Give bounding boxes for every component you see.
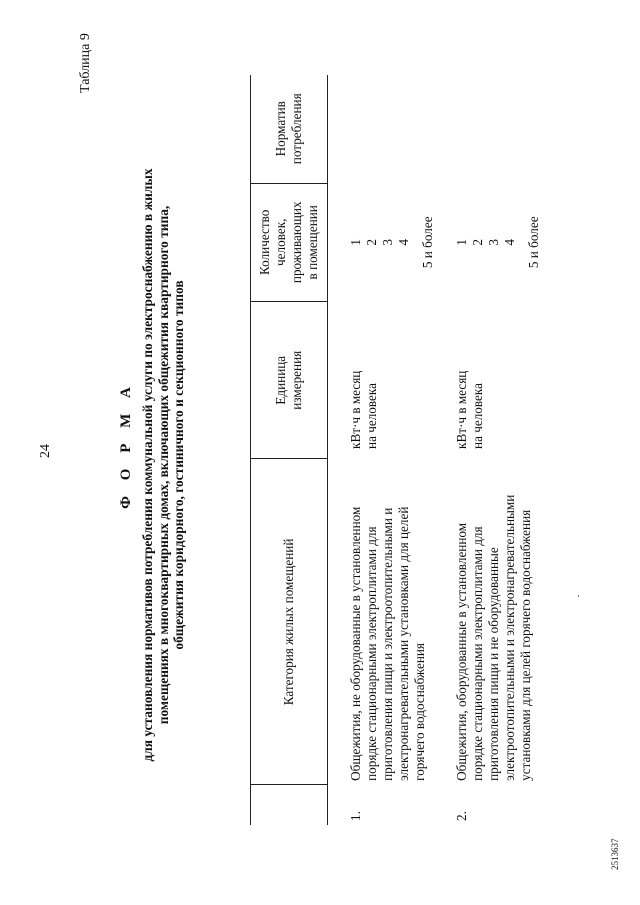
category-line: приготовления пищи и электроотопительными и — [380, 507, 395, 781]
row-category — [328, 459, 437, 785]
table-header-row — [251, 75, 328, 825]
count-value: 3 — [486, 238, 501, 246]
row-norm — [436, 75, 542, 183]
row-counts — [328, 183, 437, 302]
document-code: 2513637 — [610, 838, 620, 870]
category-line: горячего водоснабжения — [412, 643, 427, 781]
subtitle-line: для установления нормативов потребления коммунальной услуги по электроснабжению в жилых — [140, 168, 155, 762]
header-unit-line: измерения — [289, 350, 304, 410]
header-count-line: проживающих — [289, 201, 304, 284]
category-line: Общежития, не оборудованные в установленном — [348, 506, 363, 781]
scan-speck — [578, 595, 579, 597]
count-value: 4 — [502, 238, 517, 246]
category-line: электроотопительными и электронагревательными — [502, 494, 517, 781]
unit-line: кВт·ч в месяц — [348, 370, 363, 449]
row-counts — [436, 183, 542, 302]
header-count-line: Количество — [257, 209, 272, 275]
count-value: 5 и более — [526, 216, 541, 269]
count-value: 1 — [348, 238, 363, 246]
header-number — [251, 785, 328, 825]
subtitle-line: общежития коридорного, гостиничного и секционного типов — [171, 280, 186, 650]
count-value: 2 — [364, 238, 379, 246]
row-number: 2. — [454, 811, 469, 821]
count-value: 1 — [454, 238, 469, 246]
subtitle-line: помещениях в многоквартирных домах, включающих общежития квартирного типа, — [155, 205, 171, 725]
header-category: Категория жилых помещений — [251, 459, 328, 785]
table-label: Таблица 9 — [78, 33, 93, 93]
row-category — [436, 459, 542, 785]
category-line: порядке стационарными электроплитами для — [470, 526, 485, 781]
header-unit — [251, 302, 328, 459]
row-unit — [436, 302, 542, 459]
category-line: установками для целей горячего водоснабжения — [518, 509, 533, 781]
row-number: 1. — [348, 811, 363, 821]
category-line: порядке стационарными электроплитами для — [364, 526, 379, 781]
category-line: электронагревательными установками для целей — [396, 506, 411, 781]
row-unit — [328, 302, 437, 459]
count-value: 4 — [396, 238, 411, 246]
header-norm — [251, 75, 328, 183]
count-value: 3 — [380, 238, 395, 246]
count-value: 2 — [470, 238, 485, 246]
count-value: 5 и более — [420, 216, 435, 269]
page-number: 24 — [38, 444, 53, 458]
form-subtitle — [140, 145, 187, 785]
table-row — [436, 75, 542, 825]
header-norm-line: Норматив — [273, 101, 288, 157]
header-count-line: человек, — [273, 218, 288, 266]
table-row — [328, 75, 437, 825]
unit-line: на человека — [470, 383, 485, 449]
header-norm-line: потребления — [289, 93, 304, 165]
unit-line: кВт·ч в месяц — [454, 370, 469, 449]
norms-table — [250, 75, 542, 825]
header-unit-line: Единица — [273, 355, 288, 405]
row-norm — [328, 75, 437, 183]
unit-line: на человека — [364, 383, 379, 449]
category-line: Общежития, оборудованные в установленном — [454, 522, 469, 781]
category-line: приготовления пищи и не оборудованные — [486, 547, 501, 781]
form-title: Ф О Р М А — [118, 381, 134, 509]
header-count-line: в помещении — [305, 205, 320, 280]
header-count — [251, 183, 328, 302]
